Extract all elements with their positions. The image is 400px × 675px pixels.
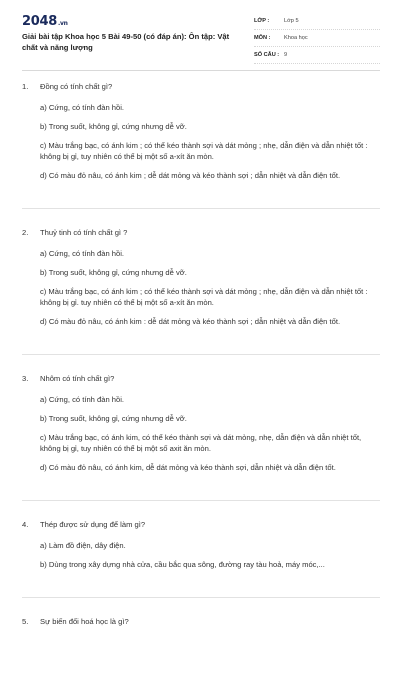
question-number: 2. [22, 228, 29, 237]
site-logo[interactable] [22, 14, 68, 29]
question-number: 4. [22, 520, 29, 529]
question-text: Sự biến đổi hoá học là gì? [40, 617, 129, 626]
answer-option-a[interactable]: a) Cứng, có tính đàn hồi. [40, 103, 125, 112]
question-header [22, 228, 380, 240]
question-header [22, 617, 380, 629]
logo-main: 2048 [22, 14, 57, 29]
question-header [22, 82, 380, 94]
answer-option-d[interactable]: d) Có màu đỏ nâu, có ánh kim, dễ dát mỏng và kéo thành sợi, dẫn nhiệt và dẫn điện tốt. [40, 463, 336, 472]
answer-option-a[interactable]: a) Cứng, có tính đàn hồi. [40, 395, 125, 404]
question-1 [22, 82, 380, 209]
question-text: Thép được sử dụng để làm gì? [40, 520, 146, 529]
answer-option-d[interactable]: d) Có màu đỏ nâu, có ánh kim : dễ dát mỏng và kéo thành sợi ; dẫn nhiệt và dẫn điện tốt. [40, 317, 341, 326]
answer-option-b[interactable]: b) Trong suốt, không gỉ, cứng nhưng dễ vỡ. [40, 268, 187, 277]
answer-option-d[interactable]: d) Có màu đỏ nâu, có ánh kim ; dễ dát mỏng và kéo thành sợi ; dẫn nhiệt và dẫn điện tốt. [40, 171, 341, 180]
meta-value: Lớp 5 [284, 18, 299, 24]
question-2 [22, 228, 380, 355]
question-number: 5. [22, 617, 29, 626]
question-header [22, 520, 380, 532]
answer-option-b[interactable]: b) Trong suốt, không gỉ, cứng nhưng dễ vỡ. [40, 122, 187, 131]
question-4 [22, 520, 380, 598]
question-text: Đồng có tính chất gì? [40, 82, 113, 91]
meta-row-class [254, 16, 380, 30]
header-divider [22, 70, 380, 71]
question-text: Thuỷ tinh có tính chất gì ? [40, 228, 128, 237]
meta-value: Khoa học [284, 35, 308, 41]
meta-value: 9 [284, 52, 288, 58]
logo-suffix: .vn [57, 20, 68, 27]
meta-key: LỚP : [254, 18, 270, 24]
meta-row-count [254, 50, 380, 64]
question-5 [22, 617, 380, 656]
question-number: 3. [22, 374, 29, 383]
document-title: Giải bài tập Khoa học 5 Bài 49-50 (có đáp án): Ôn tập: Vật chất và năng lượng [22, 32, 230, 52]
meta-row-subject [254, 33, 380, 47]
answer-option-b[interactable]: b) Trong suốt, không gỉ, cứng nhưng dễ vỡ. [40, 414, 187, 423]
answer-option-c[interactable]: c) Màu trắng bạc, có ánh kim ; có thể kéo thành sợi và dát mỏng ; nhẹ, dẫn điện và dẫn nhiệt tốt : không bị gỉ. tuy nhiên có thể bị một số a-xít ăn mòn. [40, 287, 368, 307]
question-text: Nhôm có tính chất gì? [40, 374, 115, 383]
answer-option-b[interactable]: b) Dùng trong xây dựng nhà cửa, cầu bắc qua sông, đường ray tàu hoả, máy móc,... [40, 560, 325, 569]
question-header [22, 374, 380, 386]
answer-option-c[interactable]: c) Màu trắng bạc, có ánh kim, có thể kéo thành sợi và dát mỏng, nhẹ, dẫn điện và dẫn nhiệt tốt, không bị gỉ, tuy nhiên có thể bị một số axit ăn mòn. [40, 433, 362, 453]
question-number: 1. [22, 82, 29, 91]
question-list [22, 82, 380, 675]
document-header [0, 0, 400, 66]
meta-key: SỐ CÂU : [254, 52, 280, 58]
question-3 [22, 374, 380, 501]
document-meta [254, 16, 380, 67]
meta-key: MÔN : [254, 35, 271, 41]
answer-option-c[interactable]: c) Màu trắng bạc, có ánh kim ; có thể kéo thành sợi và dát mỏng ; nhẹ, dẫn điện và dẫn nhiệt tốt : không bị gỉ, tuy nhiên có thể bị một số a-xít ăn mòn. [40, 141, 368, 161]
answer-option-a[interactable]: a) Làm đồ điện, dây điện. [40, 541, 126, 550]
answer-option-a[interactable]: a) Cứng, có tính đàn hồi. [40, 249, 125, 258]
